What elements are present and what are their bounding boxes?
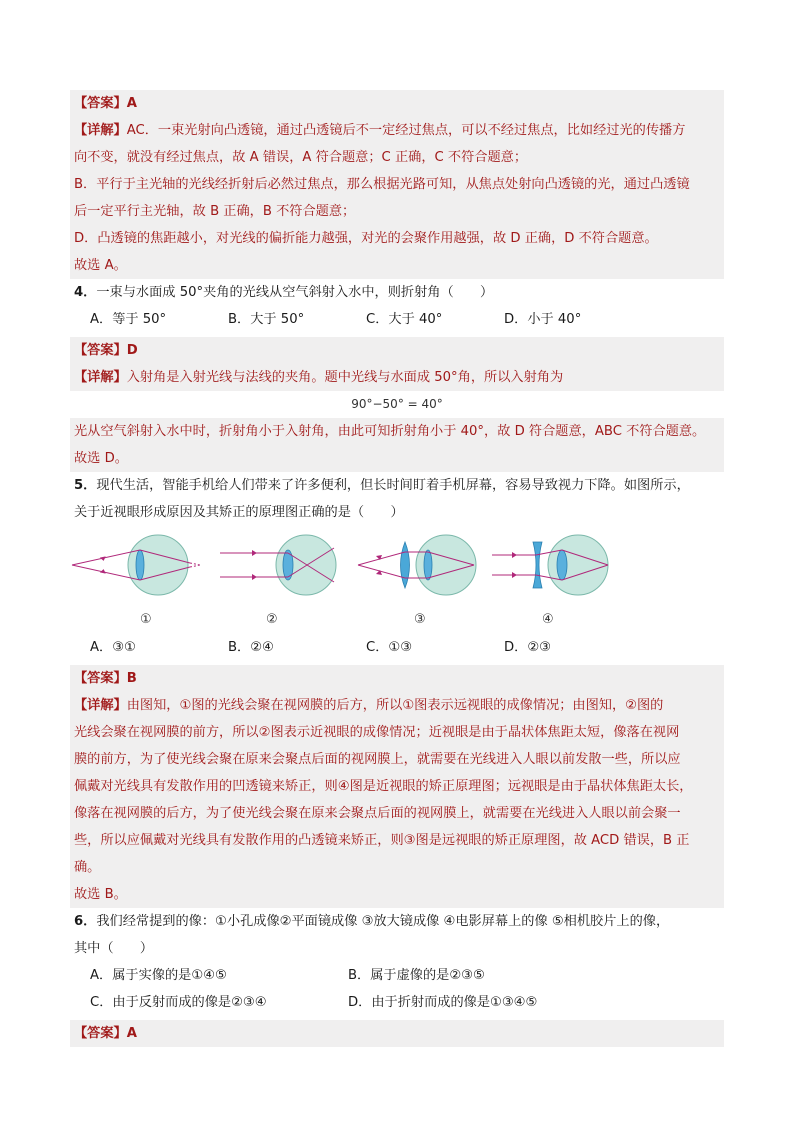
ray-extension [190, 563, 200, 565]
convex-correction-lens [401, 542, 410, 588]
arrow-icon [512, 572, 517, 578]
crystalline-lens [136, 550, 144, 580]
q4-option-a[interactable]: A．等于 50° [90, 312, 167, 327]
q5-answer-line: 【答案】B [74, 671, 137, 686]
q6-answer-value: A [126, 1026, 137, 1041]
q4-equation-row [70, 391, 724, 418]
eye-diagram-2 [218, 530, 343, 600]
q3-conclusion: 故选 A。 [74, 258, 127, 273]
q6-option-a[interactable]: A．属于实像的是①④⑤ [90, 968, 227, 983]
q5-option-b[interactable]: B．②④ [228, 640, 274, 655]
q5-eye-diagrams [70, 530, 724, 612]
q4-conclusion: 故选 D。 [74, 451, 128, 466]
q6-option-d[interactable]: D．由于折射而成的像是①③④⑤ [348, 995, 538, 1010]
eye-diagram-3 [356, 530, 481, 600]
q5-answer-block [70, 665, 724, 908]
q5-conclusion: 故选 B。 [74, 887, 127, 902]
ray [358, 565, 405, 578]
q3-detail-line-3: B．平行于主光轴的光线经折射后必然过焦点，那么根据光路可知，从焦点处射向凸透镜的光，通过凸透镜 [74, 177, 690, 192]
q4-option-d[interactable]: D．小于 40° [504, 312, 582, 327]
q5-diagram-labels [70, 612, 724, 634]
q4-options [70, 306, 724, 333]
q5-detail-line-5: 像落在视网膜的后方，为了使光线会聚在原来会聚点后面的视网膜上，就需要在光线进入人眼以前会聚一 [74, 806, 681, 821]
q5-option-a[interactable]: A．③① [90, 640, 136, 655]
concave-correction-lens [533, 542, 542, 588]
arrow-icon [252, 574, 257, 580]
ray [358, 552, 405, 565]
arrow-icon [512, 552, 517, 558]
crystalline-lens [424, 550, 432, 580]
eye-diagram-1-svg [70, 530, 205, 600]
q3-answer-block [70, 90, 724, 279]
q5-detail-line-3: 膜的前方，为了使光线会聚在原来会聚点后面的视网膜上，就需要在光线进入人眼以前发散一些，所以应 [74, 752, 681, 767]
q6-stem-line-2: 其中（ ） [74, 941, 154, 956]
q6-option-c[interactable]: C．由于反射而成的像是②③④ [90, 995, 267, 1010]
q6-options-row-2 [70, 989, 724, 1016]
q5-detail-line-7: 确。 [74, 860, 101, 875]
q6-answer-block [70, 1020, 724, 1047]
diagram-label-2: ② [266, 612, 278, 627]
page-content [70, 90, 724, 1047]
q3-answer-value: A [126, 96, 137, 111]
q4-answer-value: D [126, 343, 138, 358]
q5-option-c[interactable]: C．①③ [366, 640, 413, 655]
q3-detail-line-2: 向不变，就没有经过焦点，故 A 错误，A 符合题意；C 正确，C 不符合题意； [74, 150, 528, 165]
crystalline-lens [283, 550, 293, 580]
q4-answer-line: 【答案】D [74, 343, 138, 358]
eye-diagram-4 [490, 530, 615, 600]
diagram-label-1: ① [140, 612, 152, 627]
q5-detail-line-2: 光线会聚在视网膜的前方，所以②图表示近视眼的成像情况；近视眼是由于晶状体焦距太短，像落在视网 [74, 725, 680, 740]
eye-diagram-3-svg [356, 530, 481, 600]
q4-detail-line-2: 光从空气斜射入水中时，折射角小于入射角，由此可知折射角小于 40°，故 D 符合题意，ABC 不符合题意。 [74, 424, 706, 439]
q4-stem: 4．一束与水面成 50°夹角的光线从空气斜射入水中，则折射角（ ） [74, 285, 494, 300]
q6-option-b[interactable]: B．属于虚像的是②③⑤ [348, 968, 485, 983]
q4-answer-block [70, 337, 724, 391]
q3-detail-line-5: D．凸透镜的焦距越小，对光线的偏折能力越强，对光的会聚作用越强，故 D 正确，D 不符合题意。 [74, 231, 658, 246]
eye-diagram-4-svg [490, 530, 615, 600]
q5-answer-value: B [126, 671, 137, 686]
diagram-label-4: ④ [542, 612, 554, 627]
eye-diagram-2-svg [218, 530, 343, 600]
q3-detail-line-4: 后一定平行主光轴，故 B 正确，B 不符合题意； [74, 204, 356, 219]
q5-detail-line-6: 些，所以应佩戴对光线具有发散作用的凸透镜来矫正，则③图是远视眼的矫正原理图，故 ACD 错误，B 正 [74, 833, 690, 848]
q3-detail-line-1: 【详解】AC．一束光射向凸透镜，通过凸透镜后不一定经过焦点，可以不经过焦点，比如经过光的传播方 [74, 123, 686, 138]
q4-detail-line-1: 【详解】入射角是入射光线与法线的夹角。题中光线与水面成 50°角，所以入射角为 [74, 370, 564, 385]
q4-equation: 90°−50° = 40° [351, 397, 443, 411]
q5-stem-line-2: 关于近视眼形成原因及其矫正的原理图正确的是（ ） [74, 505, 404, 520]
q5-detail-line-1: 【详解】由图知，①图的光线会聚在视网膜的后方，所以①图表示远视眼的成像情况；由图知，②图的 [74, 698, 664, 713]
q4-option-c[interactable]: C．大于 40° [366, 312, 443, 327]
q3-answer-line: 【答案】A [74, 96, 137, 111]
q5-option-d[interactable]: D．②③ [504, 640, 551, 655]
diagram-label-3: ③ [414, 612, 426, 627]
q5-detail-line-4: 佩戴对光线具有发散作用的凹透镜来矫正，则④图是近视眼的矫正原理图；远视眼是由于晶状体焦距太长， [74, 779, 693, 794]
eye-diagram-1 [70, 530, 205, 600]
q4-option-b[interactable]: B．大于 50° [228, 312, 305, 327]
q4-answer-block-2 [70, 418, 724, 472]
ray-extension [190, 565, 200, 567]
arrow-icon [252, 550, 257, 556]
q6-answer-line: 【答案】A [74, 1026, 137, 1041]
q5-options [70, 634, 724, 661]
crystalline-lens [557, 550, 567, 580]
q6-options-row-1 [70, 962, 724, 989]
q6-stem-line-1: 6．我们经常提到的像：①小孔成像②平面镜成像 ③放大镜成像 ④电影屏幕上的像 ⑤相机胶片上的像， [74, 914, 670, 929]
q5-stem-line-1: 5．现代生活，智能手机给人们带来了许多便利，但长时间盯着手机屏幕，容易导致视力下降。如图所示， [74, 478, 690, 493]
